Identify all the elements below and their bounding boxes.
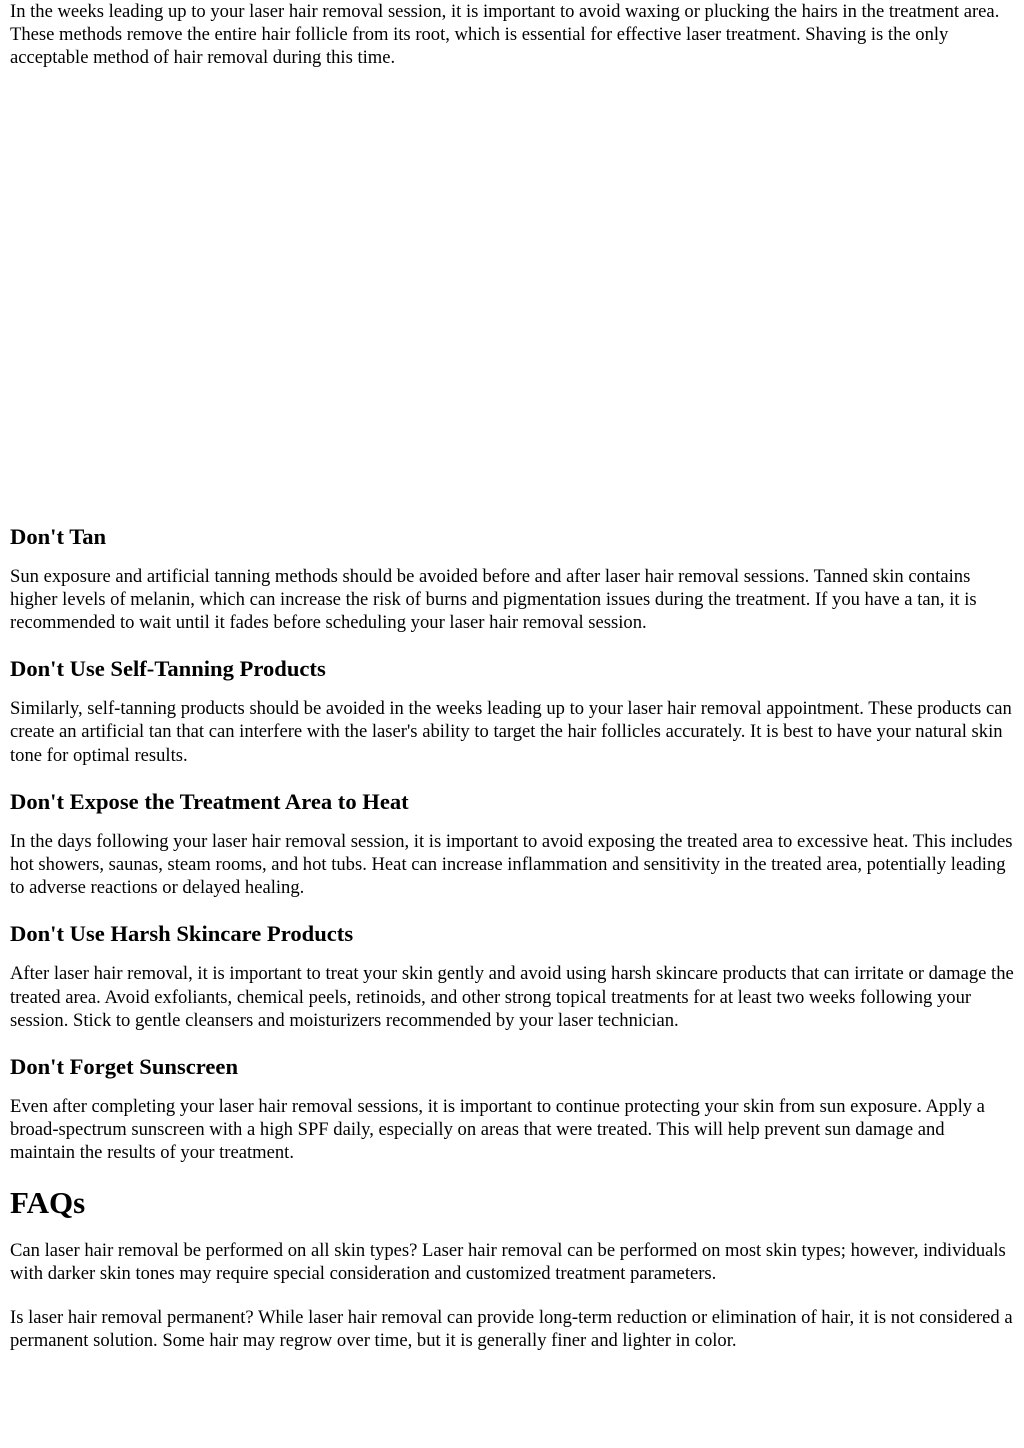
section-dont-tan (10, 523, 1014, 635)
faq-heading: FAQs (10, 1184, 86, 1220)
section-dont-expose-heat (10, 788, 1014, 900)
section-paragraph: In the days following your laser hair removal session, it is important to avoid exposing the treated area to excessive heat. This includes hot showers, saunas, steam rooms, and hot tubs. Heat can increase inflammation and sensitivity in the treated area, potentially leading to adverse reactions or delayed healing. (10, 830, 1013, 899)
section-paragraph: After laser hair removal, it is important to treat your skin gently and avoid using harsh skincare products that can irritate or damage the treated area. Avoid exfoliants, chemical peels, retinoids, and other strong topical treatments for at least two weeks following your session. Stick to gentle cleansers and moisturizers recommended by your laser technician. (10, 963, 1014, 1031)
blank-media-area (10, 70, 1014, 523)
faq-section (10, 1184, 1014, 1353)
section-dont-use-harsh-skincare (10, 920, 1014, 1032)
section-paragraph: Even after completing your laser hair removal sessions, it is important to continue protecting your skin from sun exposure. Apply a broad-spectrum sunscreen with a high SPF daily, especially on areas that were treated. This will help prevent sun damage and maintain the results of your treatment. (10, 1096, 985, 1164)
section-heading: Don't Forget Sunscreen (10, 1054, 239, 1080)
section-paragraph: Similarly, self-tanning products should be avoided in the weeks leading up to your laser hair removal appointment. These products can create an artificial tan that can interfere with the laser's ability to target the hair follicles accurately. It is best to have your natural skin tone for optimal results. (10, 698, 1012, 766)
section-dont-forget-sunscreen (10, 1053, 1014, 1165)
section-heading: Don't Expose the Treatment Area to Heat (10, 788, 409, 814)
faq-item: Is laser hair removal permanent? While laser hair removal can provide long-term reduction or elimination of hair, it is not considered a permanent solution. Some hair may regrow over time, but it is generally finer and lighter in color. (10, 1307, 1013, 1352)
section-heading: Don't Use Harsh Skincare Products (10, 921, 354, 947)
section-paragraph: Sun exposure and artificial tanning methods should be avoided before and after laser hair removal sessions. Tanned skin contains higher levels of melanin, which can increase the risk of burns and pigmentation issues during the treatment. If you have a tan, it is recommended to wait until it fades before scheduling your laser hair removal session. (10, 565, 977, 634)
section-heading: Don't Tan (10, 523, 107, 549)
intro-paragraph: In the weeks leading up to your laser hair removal session, it is important to avoid waxing or plucking the hairs in the treatment area. These methods remove the entire hair follicle from its root, which is essential for effective laser treatment. Shaving is the only acceptable method of hair removal during this time. (10, 1, 1000, 69)
section-heading: Don't Use Self-Tanning Products (10, 656, 326, 682)
faq-item: Can laser hair removal be performed on all skin types? Laser hair removal can be performed on most skin types; however, individuals with darker skin tones may require special consideration and customized treatment parameters. (10, 1239, 1006, 1284)
section-dont-use-self-tanning-products (10, 655, 1014, 767)
